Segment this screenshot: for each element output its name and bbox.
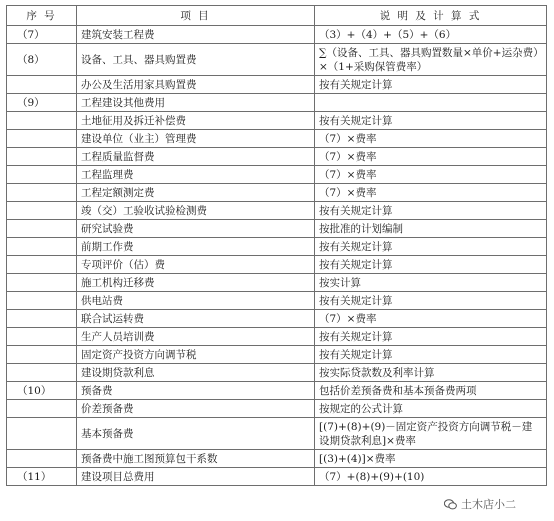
row-item: 建设项目总费用 — [77, 468, 315, 486]
table-row — [7, 274, 547, 292]
wechat-icon — [444, 499, 457, 510]
table-row — [7, 166, 547, 184]
row-seq — [7, 292, 77, 310]
row-item: 施工机构迁移费 — [77, 274, 315, 292]
row-seq — [7, 346, 77, 364]
row-item: 预备费中施工图预算包干系数 — [77, 450, 315, 468]
table-row — [7, 400, 547, 418]
table-row — [7, 364, 547, 382]
row-seq — [7, 148, 77, 166]
row-item: 工程质量监督费 — [77, 148, 315, 166]
row-item: 基本预备费 — [77, 418, 315, 450]
row-desc: 按有关规定计算 — [315, 76, 547, 94]
row-seq — [7, 256, 77, 274]
row-item: 办公及生活用家具购置费 — [77, 76, 315, 94]
row-item: 联合试运转费 — [77, 310, 315, 328]
header-item: 项 目 — [77, 6, 315, 26]
row-desc: （3）+（4）+（5）+（6） — [315, 26, 547, 44]
table-row — [7, 310, 547, 328]
row-desc: （7）×费率 — [315, 310, 547, 328]
row-seq: （7） — [7, 26, 77, 44]
row-seq — [7, 76, 77, 94]
row-seq — [7, 112, 77, 130]
row-item: 价差预备费 — [77, 400, 315, 418]
row-desc: 按有关规定计算 — [315, 328, 547, 346]
row-seq: （11） — [7, 468, 77, 486]
row-seq — [7, 166, 77, 184]
row-item: 研究试验费 — [77, 220, 315, 238]
table-row — [7, 346, 547, 364]
row-seq: （10） — [7, 382, 77, 400]
row-desc: ∑（设备、工具、器具购置数量×单价+运杂费）×（1+采购保管费率） — [315, 44, 547, 76]
row-item: 设备、工具、器具购置费 — [77, 44, 315, 76]
row-desc: 按有关规定计算 — [315, 112, 547, 130]
row-desc: 包括价差预备费和基本预备费两项 — [315, 382, 547, 400]
row-item: 工程建设其他费用 — [77, 94, 315, 112]
cost-table — [6, 5, 547, 486]
row-seq — [7, 274, 77, 292]
row-desc: 按实计算 — [315, 274, 547, 292]
row-desc: 按规定的公式计算 — [315, 400, 547, 418]
table-row — [7, 184, 547, 202]
table-row — [7, 292, 547, 310]
row-desc: 按有关规定计算 — [315, 238, 547, 256]
row-desc: （7）×费率 — [315, 148, 547, 166]
row-item: 工程监理费 — [77, 166, 315, 184]
row-item: 预备费 — [77, 382, 315, 400]
table-row — [7, 468, 547, 486]
table-row — [7, 220, 547, 238]
row-seq — [7, 364, 77, 382]
header-desc: 说 明 及 计 算 式 — [315, 6, 547, 26]
table-header-row — [7, 6, 547, 26]
row-seq — [7, 184, 77, 202]
table-row — [7, 44, 547, 76]
row-seq — [7, 310, 77, 328]
watermark-text: 土木店小二 — [461, 498, 516, 511]
row-seq — [7, 202, 77, 220]
watermark — [444, 496, 516, 512]
table-row — [7, 26, 547, 44]
row-seq — [7, 328, 77, 346]
row-desc: 按有关规定计算 — [315, 202, 547, 220]
row-desc: 按有关规定计算 — [315, 256, 547, 274]
table-row — [7, 202, 547, 220]
header-seq: 序 号 — [7, 6, 77, 26]
row-desc — [315, 94, 547, 112]
row-item: 工程定额测定费 — [77, 184, 315, 202]
row-seq: （9） — [7, 94, 77, 112]
row-item: 建设期贷款利息 — [77, 364, 315, 382]
row-desc: 按有关规定计算 — [315, 292, 547, 310]
table-row — [7, 238, 547, 256]
table-row — [7, 450, 547, 468]
row-desc: 按批准的计划编制 — [315, 220, 547, 238]
row-desc: （7）+(8)+(9)+(10) — [315, 468, 547, 486]
row-item: 专项评价（估）费 — [77, 256, 315, 274]
row-desc: [(7)+(8)+(9)－固定资产投资方向调节税－建设期贷款利息]×费率 — [315, 418, 547, 450]
row-seq — [7, 220, 77, 238]
row-seq — [7, 450, 77, 468]
row-desc: （7）×费率 — [315, 184, 547, 202]
row-item: 供电站费 — [77, 292, 315, 310]
table-row — [7, 418, 547, 450]
row-item: 固定资产投资方向调节税 — [77, 346, 315, 364]
row-seq — [7, 130, 77, 148]
row-item: 土地征用及拆迁补偿费 — [77, 112, 315, 130]
table-row — [7, 130, 547, 148]
row-seq — [7, 238, 77, 256]
row-seq — [7, 418, 77, 450]
row-item: 生产人员培训费 — [77, 328, 315, 346]
row-desc: 按有关规定计算 — [315, 346, 547, 364]
row-desc: （7）×费率 — [315, 166, 547, 184]
row-item: 竣（交）工验收试验检测费 — [77, 202, 315, 220]
table-row — [7, 328, 547, 346]
table-row — [7, 112, 547, 130]
row-seq: （8） — [7, 44, 77, 76]
table-row — [7, 148, 547, 166]
row-desc: （7）×费率 — [315, 130, 547, 148]
row-desc: [(3)+(4)]×费率 — [315, 450, 547, 468]
row-item: 建设单位（业主）管理费 — [77, 130, 315, 148]
row-desc: 按实际贷款数及利率计算 — [315, 364, 547, 382]
row-item: 建筑安装工程费 — [77, 26, 315, 44]
table-row — [7, 256, 547, 274]
row-item: 前期工作费 — [77, 238, 315, 256]
table-row — [7, 94, 547, 112]
row-seq — [7, 400, 77, 418]
table-row — [7, 76, 547, 94]
table-row — [7, 382, 547, 400]
